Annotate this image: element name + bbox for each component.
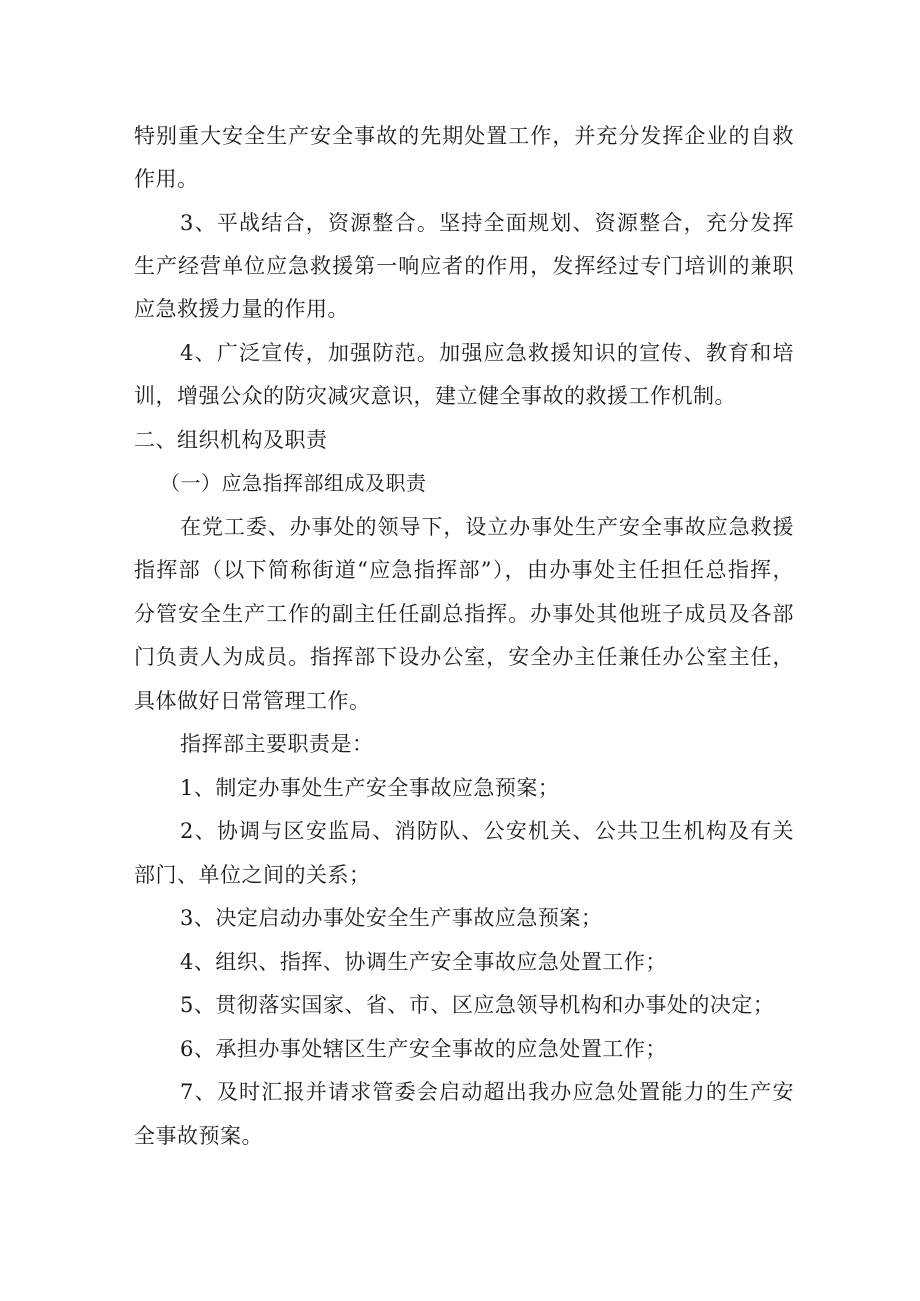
paragraph-line: 指挥部（以下简称街道“应急指挥部”），由办事处主任担任总指挥， — [134, 558, 794, 582]
paragraph-line: 4、广泛宣传，加强防范。加强应急救援知识的宣传、教育和培 — [180, 341, 794, 365]
list-item: 5、贯彻落实国家、省、市、区应急领导机构和办事处的决定； — [180, 993, 775, 1017]
subsection-heading: （一）应急指挥部组成及职责 — [160, 471, 427, 495]
list-item: 2、协调与区安监局、消防队、公安机关、公共卫生机构及有关 — [180, 819, 794, 843]
paragraph-line: 应急救援力量的作用。 — [134, 297, 349, 321]
paragraph-line: 门负责人为成员。指挥部下设办公室，安全办主任兼任办公室主任， — [134, 645, 794, 669]
paragraph-line: 特别重大安全生产安全事故的先期处置工作，并充分发挥企业的自救 — [134, 124, 794, 148]
paragraph-line: 具体做好日常管理工作。 — [134, 689, 371, 713]
paragraph-line: 在党工委、办事处的领导下，设立办事处生产安全事故应急救援 — [180, 515, 794, 539]
section-heading: 二、组织机构及职责 — [134, 428, 328, 452]
paragraph-line: 训，增强公众的防灾减灾意识，建立健全事故的救援工作机制。 — [134, 384, 736, 408]
paragraph-line: 指挥部主要职责是： — [180, 732, 374, 756]
paragraph-line: 生产经营单位应急救援第一响应者的作用，发挥经过专门培训的兼职 — [134, 254, 794, 278]
list-item: 3、决定启动办事处安全生产事故应急预案； — [180, 906, 603, 930]
list-item: 6、承担办事处辖区生产安全事故的应急处置工作； — [180, 1037, 667, 1061]
paragraph-line: 3、平战结合，资源整合。坚持全面规划、资源整合，充分发挥 — [180, 211, 794, 235]
list-item-continuation: 全事故预案。 — [134, 1124, 263, 1148]
paragraph-line: 作用。 — [134, 167, 199, 191]
list-item-continuation: 部门、单位之间的关系； — [134, 863, 371, 887]
list-item: 1、制定办事处生产安全事故应急预案； — [180, 776, 560, 800]
list-item: 7、及时汇报并请求管委会启动超出我办应急处置能力的生产安 — [180, 1080, 794, 1104]
paragraph-line: 分管安全生产工作的副主任任副总指挥。办事处其他班子成员及各部 — [134, 602, 794, 626]
list-item: 4、组织、指挥、协调生产安全事故应急处置工作； — [180, 950, 667, 974]
